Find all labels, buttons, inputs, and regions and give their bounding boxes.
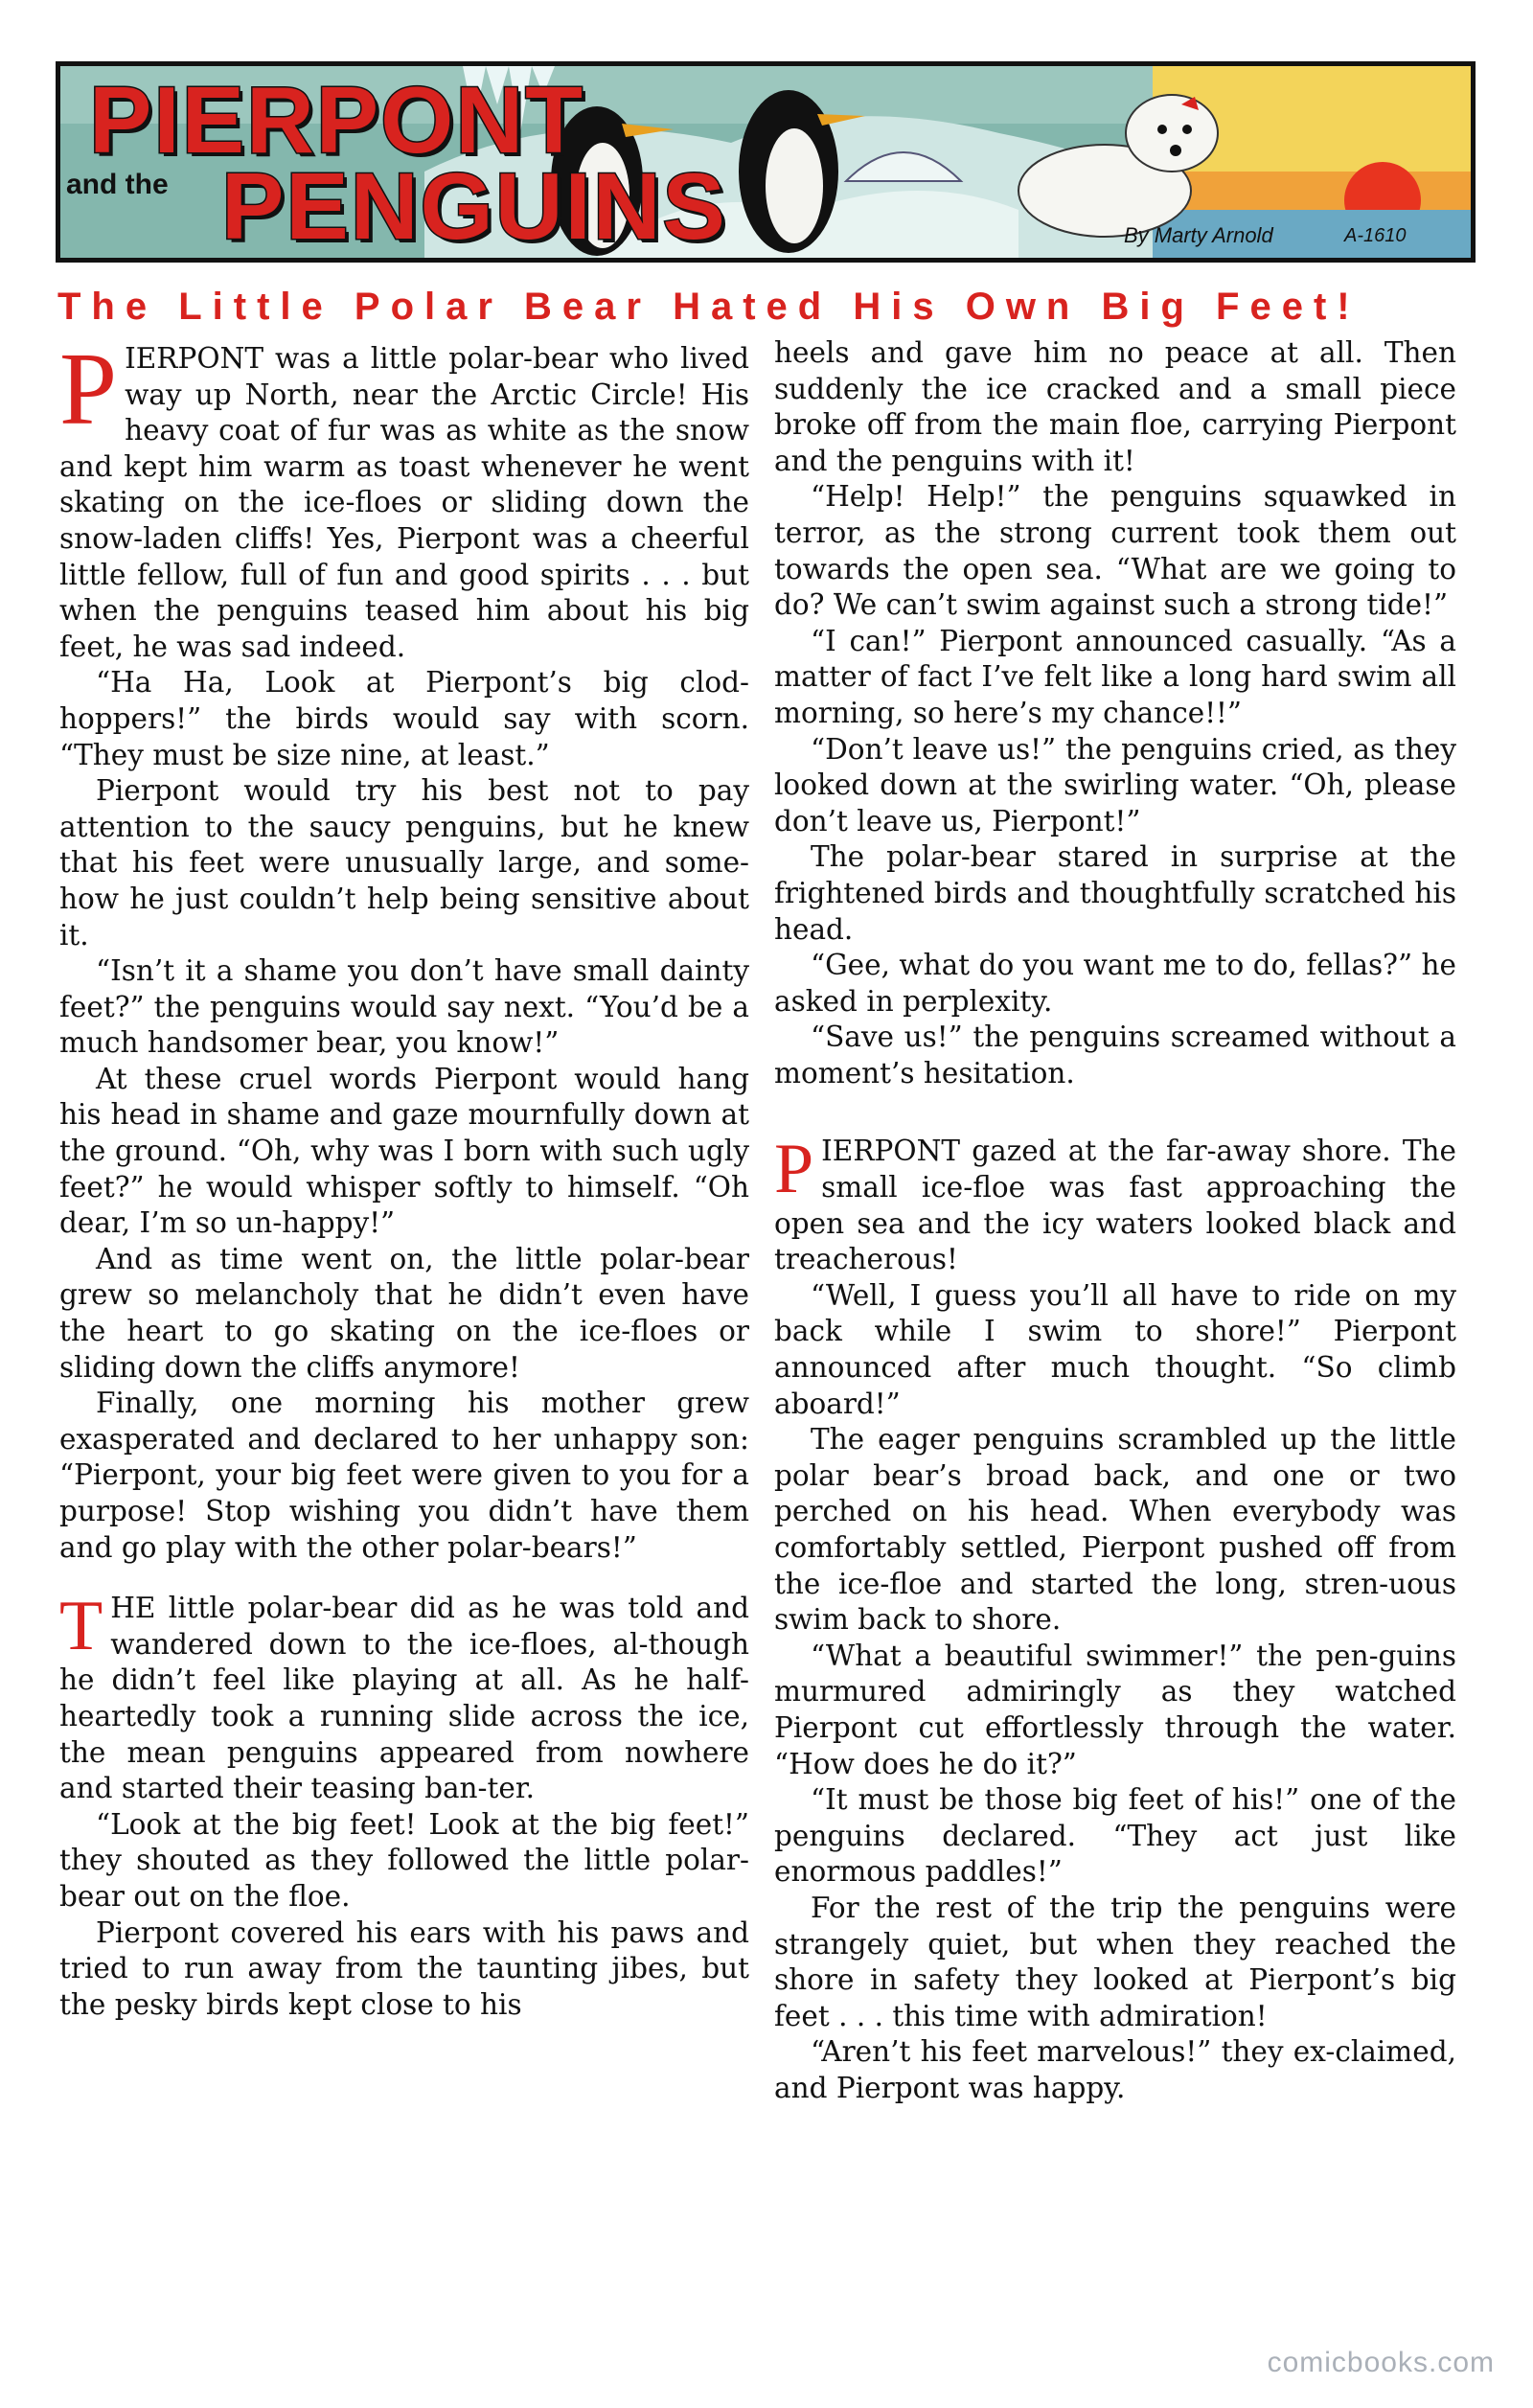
paragraph: “Ha Ha, Look at Pierpont’s big clod-hoppers!” the birds would say with scorn. “They must be size nine, at least.” [59,666,749,771]
paragraph: The polar-bear stared in surprise at the frightened birds and thoughtfully scratched his head. [774,840,1456,946]
paragraph [774,1130,1456,1277]
drop-cap: P [774,1130,814,1209]
paragraph: “Don’t leave us!” the penguins cried, as they looked down at the swirling water. “Oh, please don’t leave us, Pierpont!” [774,732,1456,837]
banner-title-pierpont: PIERPONT [89,67,584,172]
paragraph: “It must be those big feet of his!” one of the penguins declared. “They act just like enormous paddles!” [774,1783,1456,1889]
right-column [774,335,1456,2107]
paragraph-text: HE little polar-bear did as he was told and wandered down to the ice-floes, al-though he didn’t feel like playing at all. As he half-heartedly took a running slide across the ice, the mean penguins appeared from nowhere and started their teasing ban-ter. [59,1592,749,1805]
drop-cap: P [59,333,118,447]
paragraph: “Help! Help!” the penguins squawked in terror, as the strong current took them out towards the open sea. “What are we going to do? We can’t swim against such a strong tide!” [774,480,1456,622]
paragraph: Finally, one morning his mother grew exasperated and declared to her unhappy son: “Pierpont, your big feet were given to you for a purpose! Stop wishing you didn’t have them and go play with the other polar-bears!” [59,1387,749,1564]
paragraph: “Look at the big feet! Look at the big feet!” they shouted as they followed the little polar-bear out on the floe. [59,1807,749,1913]
paragraph: The eager penguins scrambled up the little polar bear’s broad back, and one or two perched on his head. When everybody was comfortably settled, Pierpont pushed off from the ice-floe and started the long, stren-uous swim back to shore. [774,1423,1456,1637]
paragraph [59,333,749,665]
paragraph: “What a beautiful swimmer!” the pen-guins murmured admiringly as they watched Pierpont cut effortlessly through the water. “How does he do it?” [774,1639,1456,1780]
paragraph: Pierpont covered his ears with his paws and tried to run away from the taunting jibes, but the pesky birds kept close to his [59,1915,749,2021]
story-headline: The Little Polar Bear Hated His Own Big Feet! [57,286,1361,328]
paragraph: “Aren’t his feet marvelous!” they ex-claimed, and Pierpont was happy. [774,2035,1456,2104]
watermark: comicbooks.com [1267,2347,1495,2378]
paragraph: “I can!” Pierpont announced casually. “As a matter of fact I’ve felt like a long hard swim all morning, so here’s my chance!!” [774,624,1456,729]
paragraph: “Gee, what do you want me to do, fellas?” he asked in perplexity. [774,949,1456,1018]
paragraph: heels and gave him no peace at all. Then suddenly the ice cracked and a small piece broke off from the main floe, carrying Pierpont and the penguins with it! [774,336,1456,477]
paragraph: “Save us!” the penguins screamed without a moment’s hesitation. [774,1021,1456,1089]
paragraph: “Well, I guess you’ll all have to ride on my back while I swim to shore!” Pierpont announced after much thought. “So climb aboard!” [774,1278,1456,1420]
paragraph: At these cruel words Pierpont would hang his head in shame and gaze mournfully down at the ground. “Oh, why was I born with such ugly feet?” he would whisper softly to himself. “Oh dear, I’m so un-happy!” [59,1062,749,1240]
banner-title-penguins: PENGUINS [221,153,727,259]
paragraph: For the rest of the trip the penguins were strangely quiet, but when they reached the shore in safety they looked at Pierpont’s big feet . . . this time with admiration! [774,1891,1456,2032]
paragraph: “Isn’t it a shame you don’t have small dainty feet?” the penguins would say next. “You’d be a much handsomer bear, you know!” [59,954,749,1060]
paragraph-text: IERPONT was a little polar-bear who lived way up North, near the Arctic Circle! His heavy coat of fur was as white as the snow and kept him warm as toast whenever he went skating on the ice-floes or sliding down the snow-laden cliffs! Yes, Pierpont was a cheerful little fellow, full of fun and good spirits . . . but when the penguins teased him about his big feet, he was sad indeed. [59,342,749,663]
drop-cap: T [59,1587,103,1666]
paragraph: Pierpont would try his best not to pay attention to the saucy penguins, but he knew that his feet were unusually large, and some-how he just couldn’t help being sensitive about it. [59,774,749,952]
title-banner [56,61,1476,263]
banner-and-the: and the [66,169,169,200]
paragraph-text: IERPONT gazed at the far-away shore. The small ice-floe was fast approaching the open sea and the icy waters looked black and treacherous! [774,1135,1456,1276]
banner-code: A-1610 [1344,225,1407,246]
banner-byline: By Marty Arnold [1124,223,1273,247]
paragraph [59,1587,749,1807]
paragraph: And as time went on, the little polar-bear grew so melancholy that he didn’t even have the heart to go skating on the ice-floes or sliding down the cliffs anymore! [59,1242,749,1384]
left-column [59,333,749,2023]
